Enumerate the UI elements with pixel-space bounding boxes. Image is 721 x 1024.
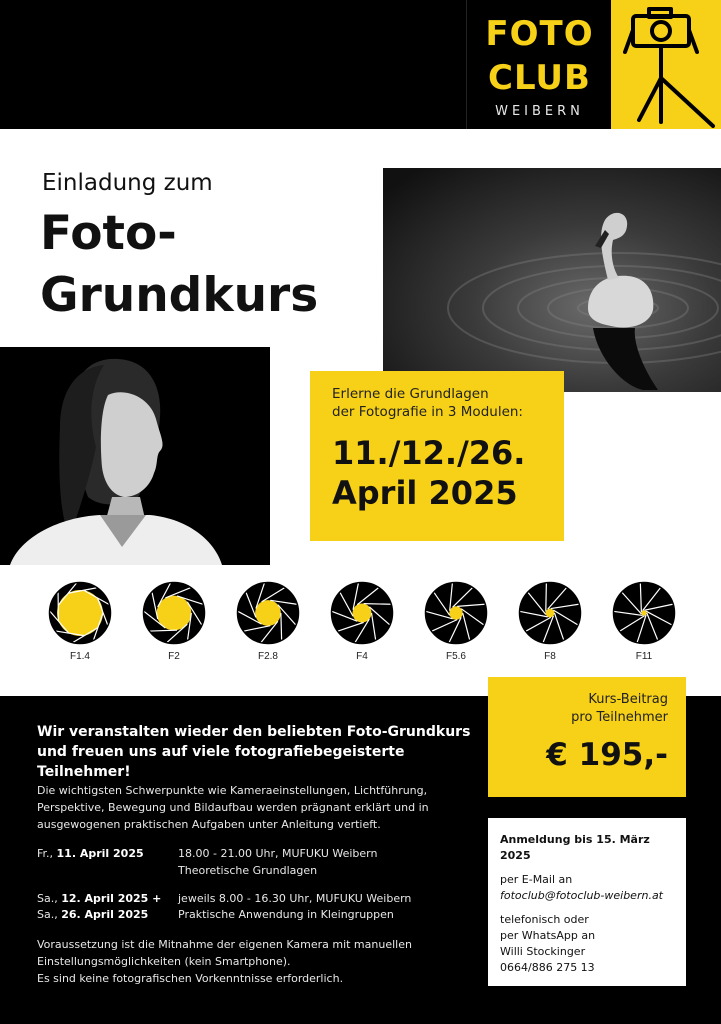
camera-figure-icon bbox=[611, 0, 721, 129]
dates-intro-line-1: Erlerne die Grundlagen bbox=[332, 386, 489, 402]
schedule-date-1: Fr., 11. April 2025 bbox=[37, 847, 144, 860]
woman-portrait-photo bbox=[0, 347, 270, 565]
registration-deadline: Anmeldung bis 15. März 2025 bbox=[500, 833, 650, 862]
aperture-label: F4 bbox=[356, 651, 368, 662]
logo-text-club: CLUB bbox=[488, 58, 591, 98]
dates-intro-line-2: der Fotografie in 3 Modulen: bbox=[332, 404, 523, 420]
aperture-f5-6 bbox=[420, 580, 492, 662]
aperture-label: F1.4 bbox=[69, 651, 90, 662]
aperture-f2 bbox=[138, 580, 210, 662]
aperture-row bbox=[0, 580, 721, 670]
aperture-label: F2 bbox=[168, 651, 180, 662]
requirements-text bbox=[37, 936, 477, 987]
aperture-f1-4 bbox=[44, 580, 116, 662]
phone-intro-line-2: per WhatsApp an bbox=[500, 929, 596, 942]
fee-label-line-2: pro Teilnehmer bbox=[571, 710, 668, 725]
club-logo bbox=[466, 0, 611, 129]
requirements-line-1: Voraussetzung ist die Mitnahme der eigenen Kamera mit manuellen bbox=[37, 938, 412, 951]
aperture-icon bbox=[141, 580, 207, 646]
aperture-label: F2.8 bbox=[257, 651, 278, 662]
aperture-label: F8 bbox=[544, 651, 556, 662]
course-title-line-1: Foto- bbox=[40, 206, 177, 261]
phone-number[interactable]: 0664/886 275 13 bbox=[500, 961, 595, 974]
aperture-f8 bbox=[514, 580, 586, 662]
aperture-label: F5.6 bbox=[445, 651, 466, 662]
course-days: 11./12./26. bbox=[332, 434, 526, 472]
aperture-icon bbox=[329, 580, 395, 646]
aperture-icon bbox=[235, 580, 301, 646]
email-link[interactable]: fotoclub@fotoclub-weibern.at bbox=[500, 889, 663, 902]
course-description: Die wichtigsten Schwerpunkte wie Kameraeinstellungen, Lichtführung, Perspektive, Bewegung und Bildaufbau werden prägnant erklärt und in ausgewogenen praktischen Aufgaben unter Anleitung vertieft. bbox=[37, 784, 429, 831]
schedule-desc-1: Theoretische Grundlagen bbox=[178, 864, 318, 877]
registration-box bbox=[488, 818, 686, 986]
aperture-icon bbox=[423, 580, 489, 646]
aperture-icon bbox=[611, 580, 677, 646]
swan-photo bbox=[383, 168, 721, 392]
aperture-label: F11 bbox=[635, 651, 653, 662]
schedule-desc-2: Praktische Anwendung in Kleingruppen bbox=[178, 908, 394, 921]
course-fee-box bbox=[488, 677, 686, 797]
fee-label-line-1: Kurs-Beitrag bbox=[588, 692, 668, 707]
phone-intro-line-1: telefonisch oder bbox=[500, 913, 589, 926]
aperture-icon bbox=[47, 580, 113, 646]
logo-text-weibern: WEIBERN bbox=[495, 104, 584, 119]
schedule-time-1: 18.00 - 21.00 Uhr, MUFUKU Weibern bbox=[178, 847, 378, 860]
aperture-f2-8 bbox=[232, 580, 304, 662]
aperture-icon bbox=[517, 580, 583, 646]
aperture-f11 bbox=[608, 580, 680, 662]
invitation-subtitle: Einladung zum bbox=[42, 170, 213, 196]
schedule-date-2: Sa., 12. April 2025 + bbox=[37, 892, 162, 905]
email-intro: per E-Mail an bbox=[500, 873, 573, 886]
schedule-time-2: jeweils 8.00 - 16.30 Uhr, MUFUKU Weibern bbox=[178, 892, 412, 905]
lead-text: Wir veranstalten wieder den beliebten Foto-Grundkurs und freuen uns auf viele fotografiebegeisterte Teilnehmer! bbox=[37, 724, 471, 780]
fee-price: € 195,- bbox=[546, 737, 668, 773]
aperture-f4 bbox=[326, 580, 398, 662]
course-dates-box bbox=[310, 371, 564, 541]
course-month: April 2025 bbox=[332, 474, 518, 512]
logo-text-foto: FOTO bbox=[485, 14, 594, 54]
requirements-line-2: Einstellungsmöglichkeiten (kein Smartphone). bbox=[37, 955, 291, 968]
schedule-date-3: Sa., 26. April 2025 bbox=[37, 908, 149, 921]
course-title-line-2: Grundkurs bbox=[40, 268, 319, 323]
contact-name: Willi Stockinger bbox=[500, 945, 586, 958]
requirements-line-3: Es sind keine fotografischen Vorkenntnisse erforderlich. bbox=[37, 972, 344, 985]
